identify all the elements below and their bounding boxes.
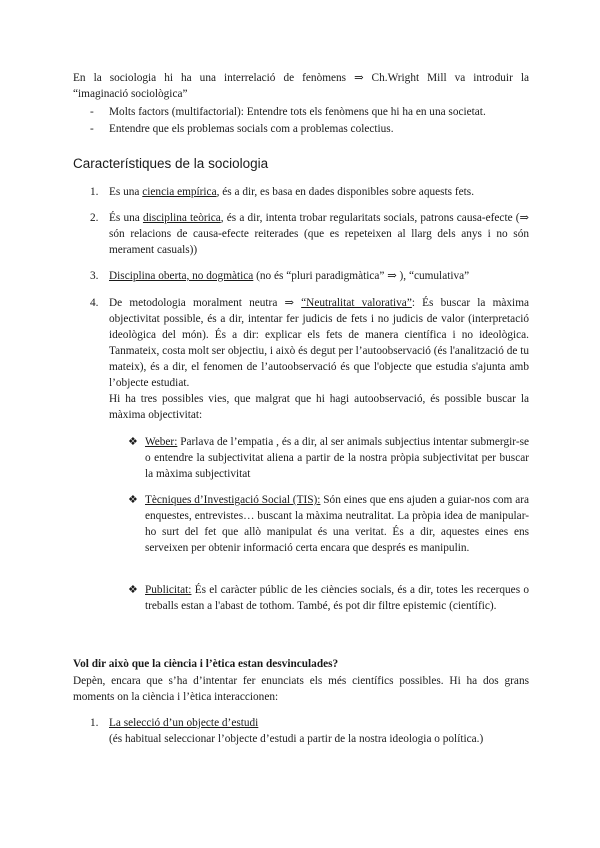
item-number: 3. [90,270,99,282]
item-4-pre: De metodologia moralment neutra ⇒ [109,297,302,309]
item-3 [109,268,529,284]
subitem-publicitat-text: És el caràcter públic de les ciències socials, és a dir, totes les recerques o treballs estan a l'abast de tothom. També, és pot dir filtre epistemic (científic). [145,584,529,612]
intro-bullet-2: Entendre que els problemas socials com a problemas colectius. [109,123,394,135]
item-number: 2. [90,212,99,224]
intro-bullet-1: Molts factors (multifactorial): Entendre tots els fenòmens que hi ha en una societat. [109,106,486,118]
moment-1-detail: (és habitual seleccionar l’objecte d’estudi a partir de la nostra ideologia o política.) [109,733,484,745]
subitem-tis-term: Tècniques d’Investigació Social (TIS): [145,494,321,506]
diamond-bullet-icon: ❖ [128,436,138,448]
item-2-term: disciplina teòrica [142,212,221,224]
subitem-tis-text: Són eines que ens ajuden a guiar-nos com ara enquestes, entrevistes… buscant la màxima neutralitat. La pròpia idea de manipular-ho surt del fet que allò manipulat és una veritat. És a dir, aquestes eines ens serveixen per obtenir informació certa encara que després es manipulin. [145,494,529,554]
item-2-pre: És una [109,212,143,224]
bullet-dash: - [90,123,94,135]
moment-1-term: La selecció d’un objecte d’estudi [109,717,259,729]
item-3-term: Disciplina oberta, no dogmàtica [109,270,254,282]
question-heading: Vol dir això que la ciència i l’ètica estan desvinculades? [73,658,339,670]
item-1-post: , és a dir, es basa en dades disponibles sobre aquests fets. [216,186,475,198]
item-number: 1. [90,186,99,198]
item-2 [109,210,529,258]
diamond-bullet-icon: ❖ [128,584,138,596]
item-number: 1. [90,717,99,729]
section-title: Característiques de la sociologia [73,156,269,171]
item-1 [109,184,529,200]
subitem-weber-text: Parlava de l’empatia , és a dir, al ser animals subjectius intentar submergir-se o entendre la subjectivitat aliena a partir de la nostra pròpia subjectivitat per buscar la màxima subjectivitat [145,436,529,480]
item-4-term: “Neutralitat valorativa” [301,297,412,309]
subitem-publicitat-term: Publicitat: [145,584,192,596]
bullet-dash: - [90,106,94,118]
item-3-post: (no és “pluri paradigmàtica” ⇒ ), “cumulativa” [253,270,470,282]
intro-line-1: En la sociologia hi ha una interrelació de fenòmens ⇒ Ch.Wright Mill va introduir la [73,72,529,84]
subitem-weber-term: Weber: [145,436,178,448]
item-2-post: , és a dir, intenta trobar regularitats socials, patrons causa-efecte (⇒ són relacions de causa-efecte reiterades (que es repeteixen al llarg dels anys i no són merament casuals)) [109,212,529,256]
moment-1 [109,715,529,747]
subitem-weber [145,434,529,482]
item-number: 4. [90,297,99,309]
item-1-term: ciencia empírica [142,186,217,198]
item-4 [109,295,529,423]
item-4-after: Hi ha tres possibles vies, que malgrat que hi hagi autoobservació, és possible buscar la màxima objectivitat: [109,393,529,421]
question-body: Depèn, encara que s’ha d’intentar fer enunciats els més científics possibles. Hi ha dos grans moments on la ciència i l’ètica interaccionen: [73,675,529,703]
item-4-post: : És buscar la màxima objectivitat possible, és a dir, intentar fer judicis de fets i no judicis de valor (interpretació ideològica del món). És a dir: explicar els fets de manera científica i no ideològica. Tanmateix, costa molt ser objectiu, i això és degut per l’autoobservació (és l'analització de tu mateix), és a dir, el fenomen de l’autoobservació és que l'objecte que estudia s'ajunta amb l’objecte estudiat. [109,297,530,389]
intro-paragraph [73,70,529,102]
intro-line-2: “imaginació sociològica” [73,88,188,100]
diamond-bullet-icon: ❖ [128,494,138,506]
item-1-pre: Es una [109,186,143,198]
subitem-tis [145,492,529,556]
subitem-publicitat [145,582,529,614]
